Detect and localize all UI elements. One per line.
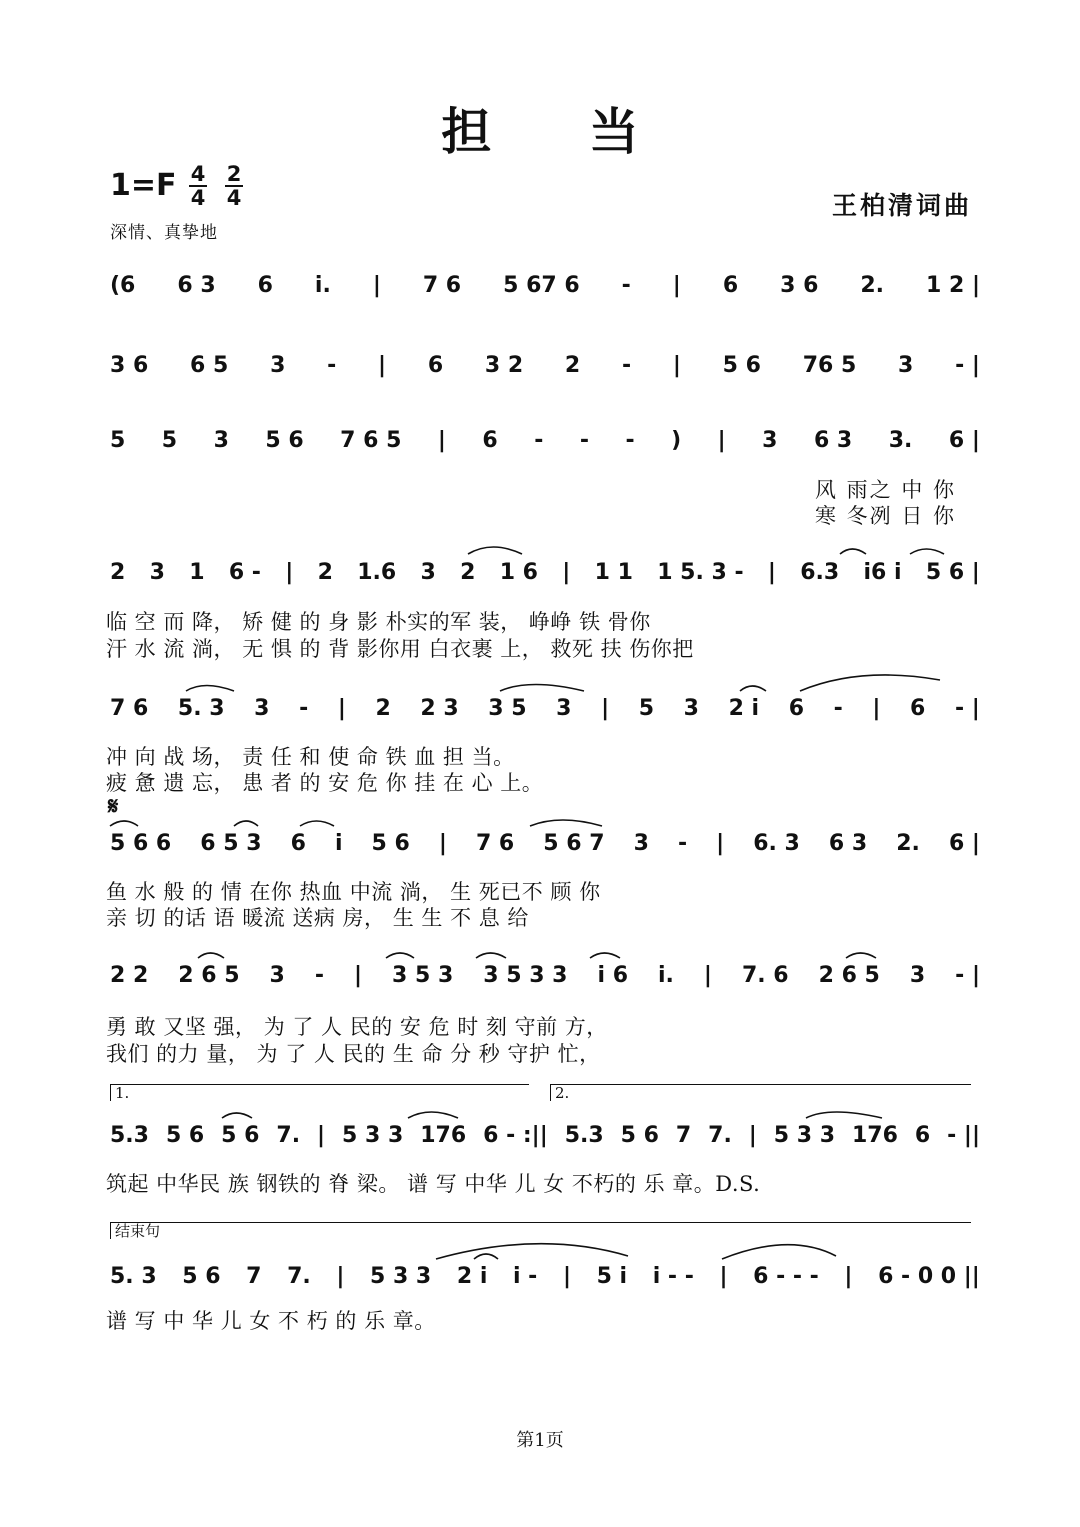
barline-group: | [717, 427, 726, 453]
lyric-line-5-verse-2: 疲 惫 遗 忘， 患 者 的 安 危 你 挂 在 心 上。 [106, 771, 544, 795]
note-group: 176 [420, 1122, 467, 1148]
note-group: 3 [898, 352, 914, 378]
note-group: 5 6 6 [110, 830, 172, 856]
note-group: 2 6 5 [818, 962, 880, 988]
barline-group: - | [955, 962, 980, 988]
barline-group: - | [955, 352, 980, 378]
note-group: 5 6 [620, 1122, 659, 1148]
note-group: 5 [638, 695, 655, 721]
note-group: 76 5 [802, 352, 857, 378]
note-group: 7. [287, 1263, 311, 1289]
lyric-line-6-verse-1: 鱼 水 般 的 情 在你 热血 中流 淌， 生 死已不 顾 你 [106, 880, 601, 904]
lyric-line-7-verse-2: 我们 的力 量， 为 了 人 民的 生 命 分 秒 守护 忙， [106, 1042, 601, 1066]
note-group: i - - [652, 1263, 694, 1289]
note-group: 6 5 3 [200, 830, 262, 856]
note-group: - [299, 695, 309, 721]
barline-group: | [337, 695, 346, 721]
barline-group: | [716, 830, 725, 856]
barline-group: | [672, 272, 681, 298]
note-group: 2 3 [420, 695, 459, 721]
note-group: 6 3 [177, 272, 216, 298]
barline-group: | [672, 352, 681, 378]
note-group: 5.3 [564, 1122, 604, 1148]
note-group: 5 6 [165, 1122, 205, 1148]
notation-line-3 [110, 420, 980, 460]
note-group: 2 [110, 559, 126, 585]
note-group: 3 6 [780, 272, 819, 298]
lyric-line-5-verse-1: 冲 向 战 场， 责 任 和 使 命 铁 血 担 当。 [106, 745, 515, 769]
notation-line-4 [110, 552, 980, 592]
note-group: - [833, 695, 843, 721]
note-group: 5 [161, 427, 178, 453]
note-group: - [534, 427, 544, 453]
barline-group: | [437, 427, 446, 453]
note-group: 2. [896, 830, 920, 856]
note-group: 2 2 [110, 962, 149, 988]
note-group: 3 [556, 695, 572, 721]
notation-line-7 [110, 955, 980, 995]
note-group: 6. 3 [753, 830, 800, 856]
note-group: 7 [675, 1122, 692, 1148]
song-title: 担 当 [441, 102, 679, 161]
note-group: 1 6 [499, 559, 538, 585]
note-group: 7 [246, 1263, 262, 1289]
time-signature-4-4: 4 4 [190, 162, 206, 210]
barline-group: | [378, 352, 387, 378]
note-group: 3 [683, 695, 699, 721]
barline-group: - | [954, 695, 980, 721]
lyric-line-4-verse-1: 临 空 而 降， 矫 健 的 身 影 朴实的军 装， 峥峥 铁 骨你 [106, 610, 651, 634]
note-group: 3 5 3 3 [483, 962, 568, 988]
barline-group: | [719, 1263, 728, 1289]
note-group: 3 5 3 [392, 962, 454, 988]
barline-group: 5 6 | [925, 559, 980, 585]
note-group: - [621, 352, 632, 378]
note-group: 3. [888, 427, 913, 453]
note-group: 2 [375, 695, 391, 721]
note-group: 5 3 3 [342, 1122, 404, 1148]
note-group: 7. [276, 1122, 301, 1148]
note-group: 6 3 [813, 427, 853, 453]
note-group: 2 [317, 559, 333, 585]
note-group: 1 [189, 559, 205, 585]
barline-group: | [703, 962, 712, 988]
note-group: 3 [909, 962, 926, 988]
note-group: (6 [110, 272, 136, 298]
note-group: 5 3 3 [370, 1263, 432, 1289]
note-group: 3 [254, 695, 270, 721]
barline-group: 1 2 | [926, 272, 980, 298]
volta-bracket-2: 2. [550, 1084, 971, 1101]
barline-group: | [872, 695, 881, 721]
note-group: 5 6 [371, 830, 410, 856]
note-group: 7 6 [422, 272, 462, 298]
note-group: 2. [860, 272, 885, 298]
lyric-line-3-verse-1: 风 雨之 中 你 [814, 478, 956, 502]
notation-line-6 [110, 823, 980, 863]
barline-group: 6 - :|| [483, 1122, 548, 1148]
note-group: 6 [257, 272, 273, 298]
notation-line-2 [110, 345, 980, 385]
lyric-line-6-verse-2: 亲 切 的话 语 暖流 送病 房， 生 生 不 息 给 [106, 906, 529, 930]
volta-bracket-1: 1. [110, 1084, 529, 1101]
note-group: 3 [420, 559, 436, 585]
note-group: 2 [564, 352, 581, 378]
barline-group: | [285, 559, 294, 585]
lyric-line-3-verse-2: 寒 冬冽 日 你 [814, 504, 956, 528]
note-group: 6 [722, 272, 739, 298]
note-group: 3 [633, 830, 649, 856]
barline-group: | [317, 1122, 326, 1148]
barline-group: | [438, 830, 447, 856]
note-group: 5 6 [182, 1263, 221, 1289]
barline-group: - || [947, 1122, 980, 1148]
note-group: 1 5. 3 - [657, 559, 744, 585]
note-group: 5 67 6 [503, 272, 580, 298]
lyric-line-7-verse-1: 勇 敢 又坚 强， 为 了 人 民的 安 危 时 刻 守前 方， [106, 1015, 608, 1039]
note-group: 6 [482, 427, 498, 453]
coda-bracket: 结束句 [110, 1222, 971, 1239]
note-group: 7 6 [110, 695, 149, 721]
note-group: 5 6 [265, 427, 304, 453]
key-signature: 1=F [110, 168, 177, 203]
note-group: 5 i [596, 1263, 628, 1289]
barline-group: | [336, 1263, 345, 1289]
tempo-marking: 深情、真挚地 [110, 223, 218, 243]
page-number: 第1页 [516, 1430, 564, 1451]
note-group: 5. 3 [110, 1263, 157, 1289]
barline-group: | [844, 1263, 853, 1289]
note-group: 6 - - - [753, 1263, 819, 1289]
note-group: 6 - [228, 559, 261, 585]
note-group: 6.3 [800, 559, 840, 585]
barline-group: | [562, 1263, 571, 1289]
barline-group: 6 | [948, 427, 980, 453]
note-group: 6 [788, 695, 805, 721]
note-group: 5. 3 [177, 695, 225, 721]
note-group: 5 6 [722, 352, 761, 378]
note-group: - [625, 427, 635, 453]
note-group: 3 5 [488, 695, 527, 721]
segno-sign: 𝄋 [108, 792, 119, 820]
note-group: 6 3 [828, 830, 868, 856]
note-group: 5 [110, 427, 126, 453]
note-group: i - [512, 1263, 538, 1289]
note-group: 3 [762, 427, 778, 453]
note-group: 5.3 [110, 1122, 149, 1148]
note-group: 3 6 [110, 352, 149, 378]
note-group: i [334, 830, 343, 856]
note-group: ) [671, 427, 682, 453]
note-group: - [621, 272, 631, 298]
note-group: 2 i [456, 1263, 488, 1289]
notation-line-1 [110, 265, 980, 305]
note-group: 5 6 [221, 1122, 260, 1148]
note-group: 5 3 3 [773, 1122, 836, 1148]
barline-group: 6 | [948, 830, 980, 856]
note-group: 3 [270, 352, 286, 378]
note-group: 7. [708, 1122, 732, 1148]
note-group: 5 6 7 [543, 830, 605, 856]
note-group: 1.6 [357, 559, 397, 585]
note-group: 3 [213, 427, 229, 453]
note-group: 1 1 [594, 559, 633, 585]
lyric-line-4-verse-2: 汗 水 流 淌， 无 惧 的 背 影你用 白衣裹 上， 救死 扶 伤你把 [106, 637, 694, 661]
note-group: - [327, 352, 337, 378]
barline-group: | [748, 1122, 757, 1148]
note-group: 6 5 [190, 352, 229, 378]
note-group: 7. 6 [741, 962, 789, 988]
note-group: 6 [910, 695, 926, 721]
barline-group: | [353, 962, 363, 988]
time-signature-2-4: 2 4 [226, 162, 242, 210]
note-group: 7 6 5 [340, 427, 402, 453]
note-group: i. [314, 272, 331, 298]
note-group: 176 [851, 1122, 898, 1148]
note-group: 3 [149, 559, 165, 585]
note-group: - [314, 962, 324, 988]
note-group: 2 6 5 [178, 962, 240, 988]
barline-group: 6 - 0 0 || [878, 1263, 980, 1289]
lyric-line-9: 谱 写 中 华 儿 女 不 朽 的 乐 章。 [106, 1309, 436, 1333]
note-group: 6 [914, 1122, 931, 1148]
note-group: 6 [290, 830, 306, 856]
note-group: i. [658, 962, 674, 988]
note-group: 2 [460, 559, 476, 585]
note-group: 3 [269, 962, 285, 988]
note-group: - [579, 427, 589, 453]
note-group: 7 6 [475, 830, 515, 856]
lyric-line-8: 筑起 中华民 族 钢铁的 脊 梁。 谱 写 中华 儿 女 不朽的 乐 章。D.S. [106, 1172, 761, 1196]
note-group: 3 2 [484, 352, 524, 378]
barline-group: | [767, 559, 776, 585]
notation-line-5 [110, 688, 980, 728]
barline-group: | [601, 695, 610, 721]
notation-line-9 [110, 1256, 980, 1296]
composer-credit: 王柏清词曲 [831, 191, 972, 220]
note-group: 2 i [728, 695, 760, 721]
note-group: 6 [427, 352, 444, 378]
note-group: i6 i [863, 559, 902, 585]
barline-group: | [372, 272, 381, 298]
barline-group: | [562, 559, 571, 585]
notation-line-8 [110, 1115, 980, 1155]
note-group: - [677, 830, 688, 856]
note-group: i 6 [597, 962, 629, 988]
